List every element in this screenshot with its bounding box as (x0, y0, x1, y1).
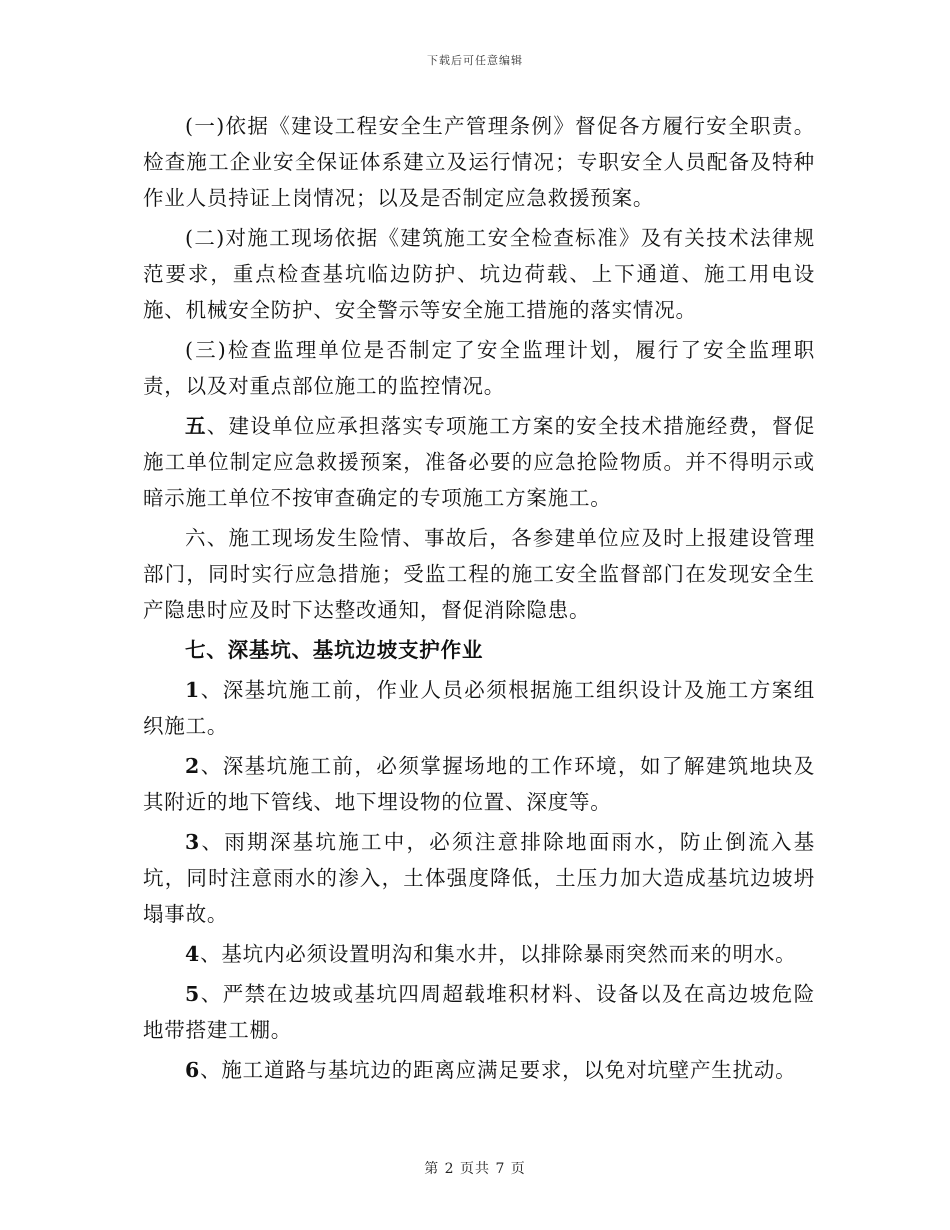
paragraph-2 (143, 220, 815, 328)
item-text: 、深基坑施工前，作业人员必须根据施工组织设计及施工方案组织施工。 (143, 678, 815, 738)
list-item-3 (143, 824, 815, 932)
item-number: 3 (185, 830, 201, 854)
item-number: 1 (185, 678, 201, 702)
list-item-2 (143, 748, 815, 820)
paragraph-4 (143, 408, 815, 516)
heading-text: 七、深基坑、基坑边坡支护作业 (185, 638, 484, 662)
item-text: 、施工道路与基坑边的距离应满足要求，以免对坑壁产生扰动。 (200, 1058, 797, 1082)
paragraph-text: (二)对施工现场依据《建筑施工安全检查标准》及有关技术法律规范要求，重点检查基坑临边防护、坑边荷载、上下通道、施工用电设施、机械安全防护、安全警示等安全施工措施的落实情况。 (143, 226, 815, 322)
paragraph-text: 、建设单位应承担落实专项施工方案的安全技术措施经费，督促施工单位制定应急救援预案，准备必要的应急抢险物质。并不得明示或暗示施工单位不按审查确定的专项施工方案施工。 (143, 414, 815, 510)
item-text: 、基坑内必须设置明沟和集水井，以排除暴雨突然而来的明水。 (200, 942, 797, 966)
paragraph-text: (一)依据《建设工程安全生产管理条例》督促各方履行安全职责。检查施工企业安全保证体系建立及运行情况；专职安全人员配备及特种作业人员持证上岗情况；以及是否制定应急救援预案。 (143, 114, 815, 210)
item-number: 5 (185, 982, 201, 1006)
paragraph-1 (143, 108, 815, 216)
page-header: 下载后可任意编辑 (427, 54, 523, 67)
list-item-6 (143, 1052, 815, 1088)
item-text: 、雨期深基坑施工中，必须注意排除地面雨水，防止倒流入基坑，同时注意雨水的渗入，土体强度降低，土压力加大造成基坑边坡坍塌事故。 (143, 830, 815, 926)
item-text: 、深基坑施工前，必须掌握场地的工作环境，如了解建筑地块及其附近的地下管线、地下埋设物的位置、深度等。 (143, 754, 815, 814)
paragraph-3 (143, 332, 815, 404)
list-item-5 (143, 976, 815, 1048)
paragraph-number: 五 (185, 414, 207, 438)
paragraph-5 (143, 520, 815, 628)
document-body (143, 108, 815, 1092)
paragraph-text: (三)检查监理单位是否制定了安全监理计划，履行了安全监理职责，以及对重点部位施工的监控情况。 (143, 338, 815, 398)
item-text: 、严禁在边坡或基坑四周超载堆积材料、设备以及在高边坡危险地带搭建工棚。 (143, 982, 815, 1042)
page-footer: 第 2 页共 7 页 (424, 1161, 526, 1177)
item-number: 4 (185, 942, 201, 966)
item-number: 2 (185, 754, 201, 778)
list-item-4 (143, 936, 815, 972)
paragraph-text: 六、施工现场发生险情、事故后，各参建单位应及时上报建设管理部门，同时实行应急措施；受监工程的施工安全监督部门在发现安全生产隐患时应及时下达整改通知，督促消除隐患。 (143, 526, 815, 622)
list-item-1 (143, 672, 815, 744)
item-number: 6 (185, 1058, 201, 1082)
section-heading (143, 632, 815, 668)
